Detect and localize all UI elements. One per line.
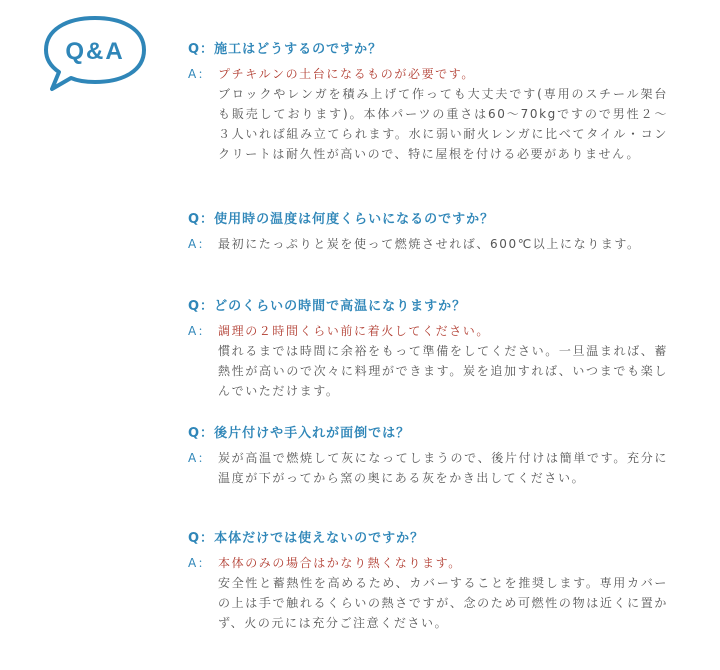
question-text: どのくらいの時間で高温になりますか？ [214, 299, 467, 314]
answer [188, 553, 668, 633]
answer-lead: 本体のみの場合はかなり熱くなります。 [218, 556, 462, 570]
question-text: 後片付けや手入れが面倒では？ [214, 426, 411, 441]
qa-item [188, 297, 668, 424]
answer-prefix: A： [188, 237, 212, 251]
question-text: 本体だけでは使えないのですか？ [214, 531, 425, 546]
answer [188, 321, 668, 401]
question-prefix: Q： [188, 426, 215, 441]
qa-item [188, 210, 668, 297]
answer-prefix: A： [188, 451, 212, 465]
qa-badge [40, 14, 150, 94]
question-text: 使用時の温度は何度くらいになるのですか？ [214, 212, 495, 227]
qa-item [188, 529, 668, 639]
question [188, 297, 668, 317]
answer-prefix: A： [188, 556, 212, 570]
question-prefix: Q： [188, 212, 215, 227]
answer-text: ブロックやレンガを積み上げて作っても大丈夫です(専用のスチール架台も販売しております)。本体パーツの重さは60〜70kgですので男性２〜３人いれば組み立てられます。水に弱い耐火レンガに比べてタイル・コンクリートは耐久性が高いので、特に屋根を付ける必要がありません。 [218, 87, 668, 161]
qa-badge-label: Q&A [65, 38, 125, 65]
speech-bubble-icon [40, 14, 150, 94]
answer-text: 最初にたっぷりと炭を使って燃焼させれば、600℃以上になります。 [218, 237, 641, 251]
question-prefix: Q： [188, 531, 215, 546]
question-text: 施工はどうするのですか？ [214, 42, 383, 57]
answer [188, 234, 668, 254]
question-prefix: Q： [188, 42, 215, 57]
answer-text: 安全性と蓄熱性を高めるため、カバーすることを推奨します。専用カバーの上は手で触れるくらいの熱さですが、念のため可燃性の物は近くに置かず、火の元には充分ご注意ください。 [218, 576, 668, 630]
answer-prefix: A： [188, 67, 212, 81]
question-prefix: Q： [188, 299, 215, 314]
answer [188, 448, 668, 488]
answer-text: 炭が高温で燃焼して灰になってしまうので、後片付けは簡単です。充分に温度が下がってから窯の奥にある灰をかき出してください。 [218, 451, 668, 485]
question [188, 40, 668, 60]
question [188, 529, 668, 549]
question [188, 424, 668, 444]
question [188, 210, 668, 230]
qa-item [188, 424, 668, 529]
answer-prefix: A： [188, 324, 212, 338]
answer-text: 慣れるまでは時間に余裕をもって準備をしてください。一旦温まれば、蓄熱性が高いので次々に料理ができます。炭を追加すれば、いつまでも楽しんでいただけます。 [218, 344, 668, 398]
qa-list [188, 40, 668, 639]
answer-lead: 調理の２時間くらい前に着火してください。 [218, 324, 491, 338]
answer-lead: プチキルンの土台になるものが必要です。 [218, 67, 476, 81]
answer [188, 64, 668, 164]
qa-item [188, 40, 668, 210]
